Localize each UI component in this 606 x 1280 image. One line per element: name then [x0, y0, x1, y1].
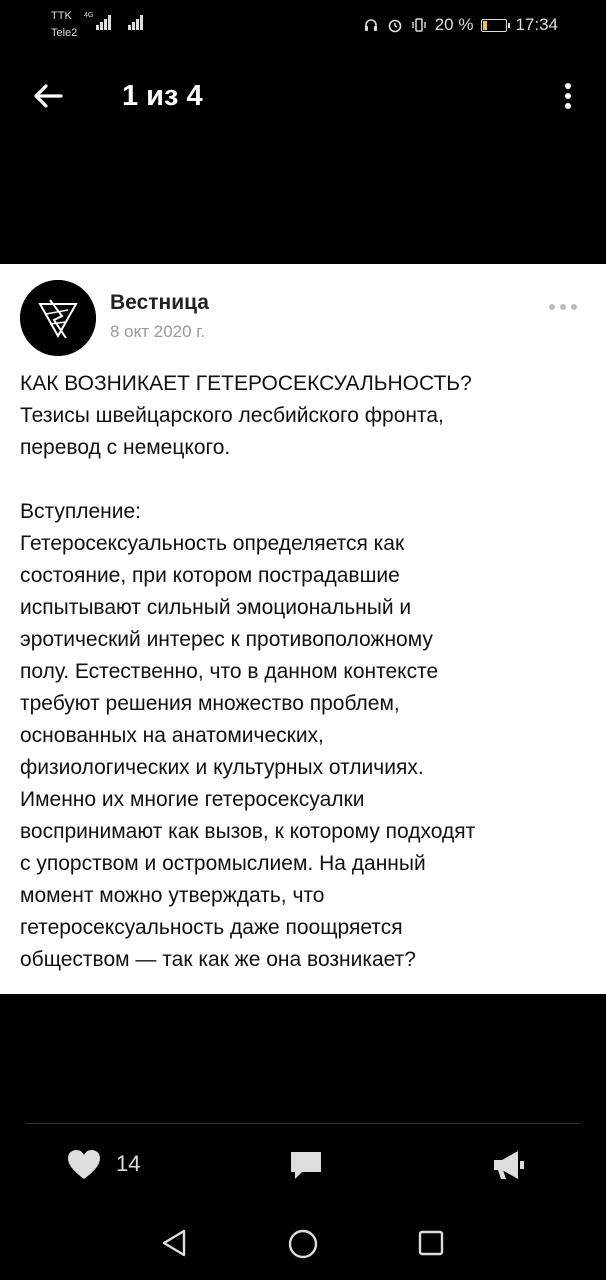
signal-icon [128, 14, 143, 30]
vibrate-icon [411, 17, 427, 33]
more-vertical-icon[interactable] [556, 78, 580, 114]
post-image[interactable] [0, 264, 606, 994]
carrier-2: Tele2 [51, 27, 78, 39]
more-horizontal-icon [548, 302, 578, 312]
avatar [20, 280, 96, 356]
battery-percent: 20 % [434, 15, 474, 34]
headphones-icon [363, 17, 379, 33]
post-date: 8 окт 2020 г. [110, 322, 206, 341]
post-paragraph: КАК ВОЗНИКАЕТ ГЕТЕРОСЕКСУАЛЬНОСТЬ? Тезисы швейцарского лесбийского фронта, перевод с немецкого. [20, 372, 472, 459]
post-paragraph: Вступление: Гетеросексуальность определяется как состояние, при котором пострадавшие испытывают сильный эмоциональный и эротический интерес к противоположному полу. Естественно, что в данном контексте требуют решения множество проблем, основанных на анатомических, физиологических и культурных отличиях. Именно их многие гетеросексуалки воспринимают как вызов, к которому подходят с упорством и остромыслием. На данный момент можно утверждать, что гетеросексуальность даже поощряется обществом — так как же она возникает? [20, 500, 476, 971]
viewer-toolbar [0, 62, 606, 132]
carrier-1: TTK [51, 10, 72, 22]
photo-counter: 1 из 4 [122, 80, 203, 112]
status-bar [0, 0, 606, 52]
heart-icon[interactable] [66, 1148, 102, 1182]
network-type: 4G [84, 12, 94, 19]
divider [26, 1123, 580, 1124]
signal-icon [96, 14, 111, 30]
like-count: 14 [116, 1151, 141, 1176]
post-text [20, 368, 592, 976]
navigation-bar [0, 1200, 606, 1280]
back-arrow-icon[interactable] [30, 78, 66, 114]
alarm-icon [387, 17, 403, 33]
clock: 17:34 [515, 15, 558, 34]
status-right [363, 15, 558, 35]
battery-icon [481, 19, 507, 32]
share-icon[interactable] [490, 1148, 526, 1182]
post-author: Вестница [110, 291, 209, 314]
nav-home-icon[interactable] [287, 1228, 319, 1260]
nav-back-icon[interactable] [160, 1228, 188, 1258]
nav-recent-icon[interactable] [418, 1230, 444, 1256]
comment-icon[interactable] [288, 1148, 324, 1184]
